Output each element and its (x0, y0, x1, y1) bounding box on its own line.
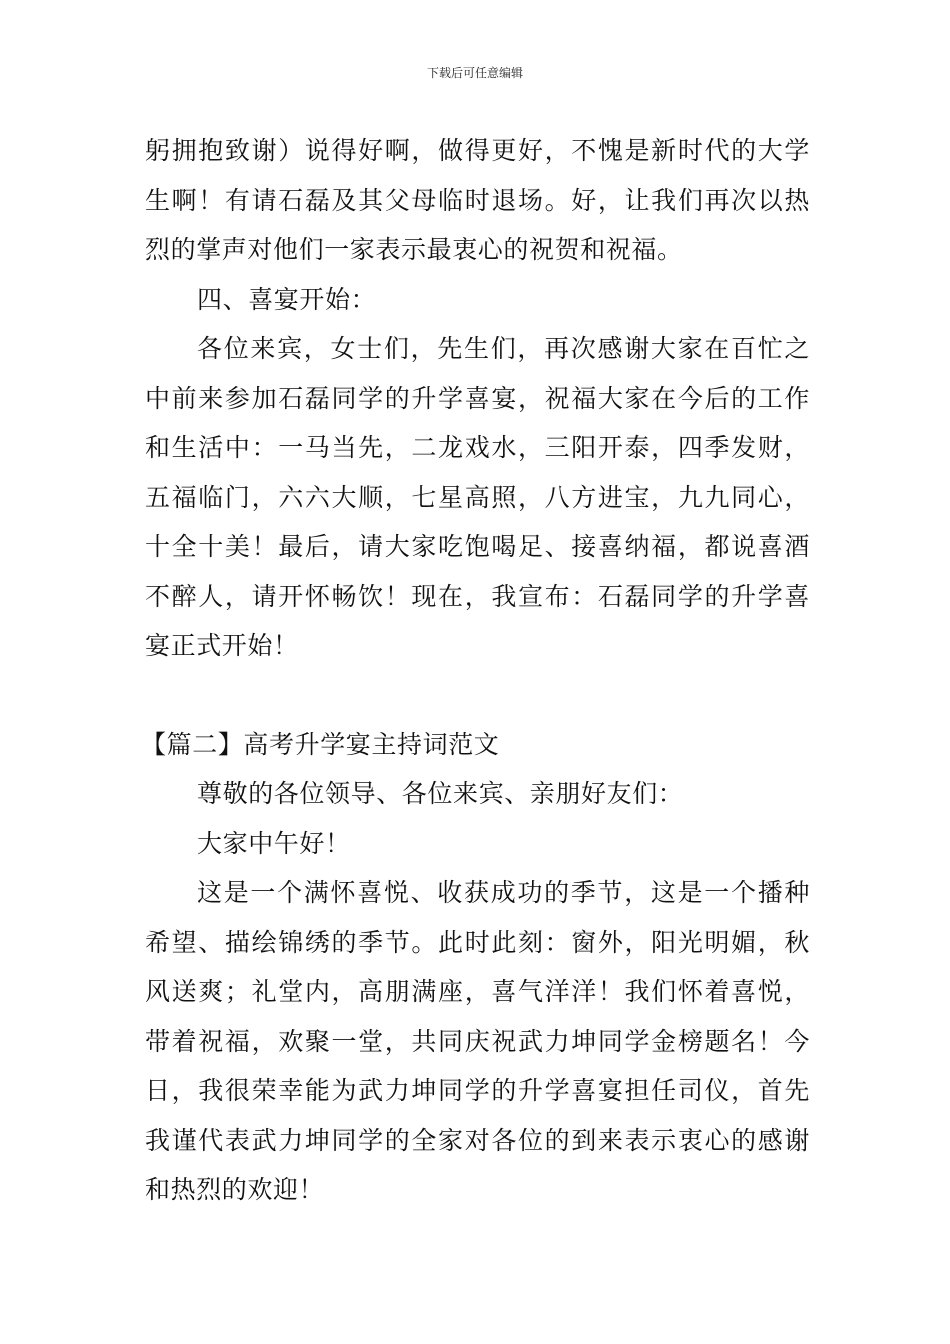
paragraph-greeting: 大家中午好！ (197, 828, 351, 858)
document-body (141, 126, 810, 1215)
paragraph-opening-speech: 这是一个满怀喜悦、收获成功的季节，这是一个播种希望、描绘锦绣的季节。此时此刻：窗外，阳光明媚，秋风送爽；礼堂内，高朋满座，喜气洋洋！我们怀着喜悦，带着祝福，欢聚一堂，共同庆祝武力坤同学金榜题名！今日，我很荣幸能为武力坤同学的升学喜宴担任司仪，首先我谨代表武力坤同学的全家对各位的到来表示衷心的感谢和热烈的欢迎！ (145, 878, 810, 1204)
paragraph-salutation: 尊敬的各位领导、各位来宾、亲朋好友们： (197, 779, 684, 808)
section-title: 【篇二】高考升学宴主持词范文 (141, 729, 500, 759)
page-header-note: 下载后可任意编辑 (426, 66, 523, 80)
paragraph-continuation: 躬拥抱致谢）说得好啊，做得更好，不愧是新时代的大学生啊！有请石磊及其父母临时退场。好，让我们再次以热烈的掌声对他们一家表示最衷心的祝贺和祝福。 (145, 136, 810, 264)
paragraph-closing-speech: 各位来宾，女士们，先生们，再次感谢大家在百忙之中前来参加石磊同学的升学喜宴，祝福大家在今后的工作和生活中：一马当先，二龙戏水，三阳开泰，四季发财，五福临门，六六大顺，七星高照，八方进宝，九九同心，十全十美！最后，请大家吃饱喝足、接喜纳福，都说喜酒不醉人，请开怀畅饮！现在，我宣布：石磊同学的升学喜宴正式开始！ (145, 334, 810, 660)
subheading-banquet-start: 四、喜宴开始： (197, 284, 377, 314)
section-spacer (145, 671, 810, 720)
